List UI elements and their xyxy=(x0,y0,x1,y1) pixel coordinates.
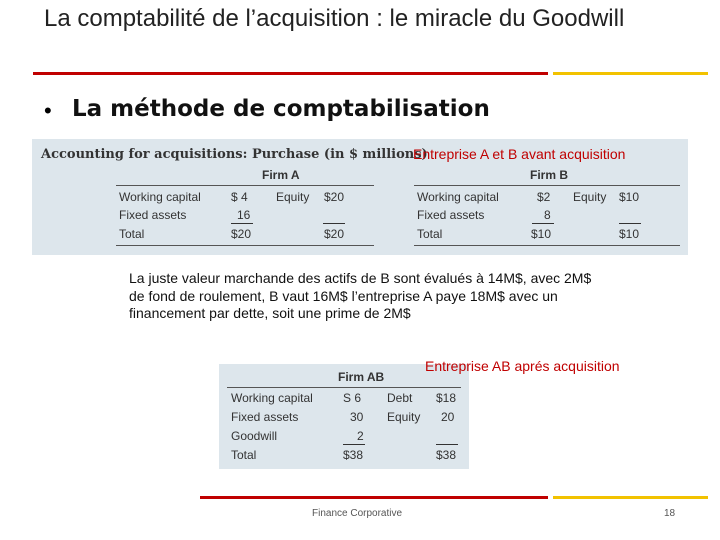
firm-b-row-item: Working capital xyxy=(417,190,499,204)
table-heading-suffix: Purchase (in $ millions) xyxy=(251,147,428,162)
footer-rule-yellow xyxy=(553,496,708,499)
table-after-acquisition xyxy=(219,364,469,469)
firm-ab-right-underline xyxy=(436,444,458,445)
firm-b-row-item: Fixed assets xyxy=(417,208,485,222)
firm-ab-right-label: Debt xyxy=(387,391,413,405)
caption-before-acquisition: Entreprise A et B avant acquisition xyxy=(413,146,626,162)
table-heading-prefix: Accounting for acquisitions: xyxy=(41,147,248,162)
firm-b-value-underline xyxy=(532,223,554,224)
firm-b-header-rule xyxy=(414,185,680,186)
table-heading xyxy=(41,147,428,162)
firm-ab-row-value: 30 xyxy=(350,410,364,424)
page-number: 18 xyxy=(664,508,676,519)
firm-a-row-value: $20 xyxy=(231,227,252,241)
firm-a-row-item: Fixed assets xyxy=(119,208,187,222)
firm-b-row-item: Total xyxy=(417,227,443,241)
firm-ab-right-label: Equity xyxy=(387,410,421,424)
firm-b-label: Firm B xyxy=(530,168,569,182)
firm-ab-right-value: 20 xyxy=(441,410,455,424)
slide-title: La comptabilité de l’acquisition : le miracle du Goodwill xyxy=(44,5,625,32)
firm-a-bottom-rule xyxy=(116,245,374,246)
firm-ab-header-rule xyxy=(227,387,461,388)
firm-a-row-item: Working capital xyxy=(119,190,201,204)
firm-ab-row-item: Fixed assets xyxy=(231,410,299,424)
firm-ab-row-item: Total xyxy=(231,448,257,462)
firm-a-header-rule xyxy=(116,185,374,186)
firm-ab-row-value: S 6 xyxy=(343,391,362,405)
firm-ab-label: Firm AB xyxy=(338,370,385,384)
firm-b-bottom-rule xyxy=(414,245,680,246)
firm-ab-value-underline xyxy=(343,444,365,445)
firm-ab-row-item: Working capital xyxy=(231,391,313,405)
firm-ab-right-value: $18 xyxy=(436,391,457,405)
firm-a-row-item: Total xyxy=(119,227,145,241)
firm-a-equity-underline xyxy=(323,223,345,224)
title-rule-yellow xyxy=(553,72,708,75)
firm-b-row-value: $10 xyxy=(531,227,552,241)
firm-a-total-equity: $20 xyxy=(324,227,345,241)
firm-a-value-underline xyxy=(231,223,253,224)
firm-ab-row-value: 2 xyxy=(357,429,364,443)
explanation-paragraph: La juste valeur marchande des actifs de B sont évalués à 14M$, avec 2M$ de fond de roulement, B vaut 16M$ l’entreprise A paye 18M$ avec un financement par dette, soit une prime de 2M$ xyxy=(129,270,592,321)
footer-rule-red xyxy=(200,496,548,499)
firm-ab-row-item: Goodwill xyxy=(231,429,278,443)
firm-a-label: Firm A xyxy=(262,168,300,182)
firm-b-row-value: 8 xyxy=(544,208,551,222)
firm-b-equity-label: Equity xyxy=(573,190,607,204)
caption-after-acquisition: Entreprise AB aprés acquisition xyxy=(425,358,620,374)
bullet-dot: • xyxy=(44,98,52,123)
firm-b-row-value: $2 xyxy=(537,190,551,204)
firm-a-equity-value: $20 xyxy=(324,190,345,204)
bullet-heading: La méthode de comptabilisation xyxy=(72,96,490,122)
firm-b-equity-underline xyxy=(619,223,641,224)
footer-label: Finance Corporative xyxy=(312,508,403,519)
firm-ab-row-value: $38 xyxy=(343,448,364,462)
firm-ab-right-value: $38 xyxy=(436,448,457,462)
title-rule-red xyxy=(33,72,548,75)
firm-a-equity-label: Equity xyxy=(276,190,310,204)
firm-a-row-value: $ 4 xyxy=(231,190,248,204)
firm-b-total-equity: $10 xyxy=(619,227,640,241)
firm-a-row-value: 16 xyxy=(237,208,251,222)
firm-b-equity-value: $10 xyxy=(619,190,640,204)
